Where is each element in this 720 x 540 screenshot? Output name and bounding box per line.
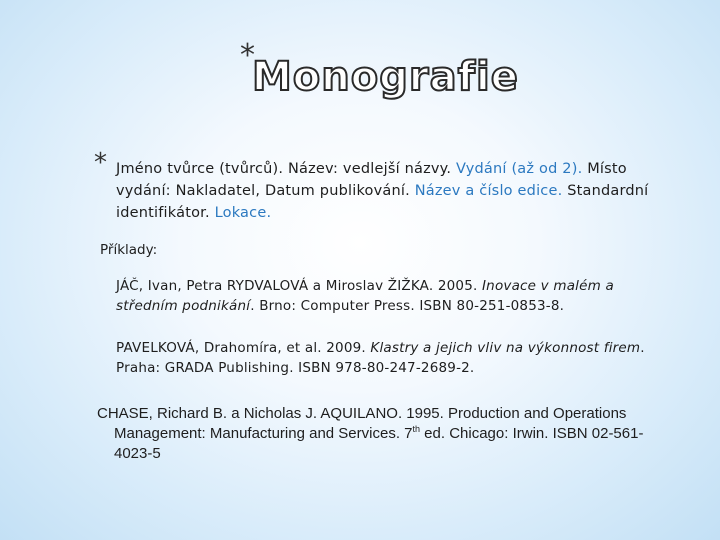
pattern-series: Název a číslo edice. bbox=[414, 183, 563, 199]
pattern-text-3: Standardní identifikátor. bbox=[116, 183, 649, 221]
reference-publication: ed. Chicago: Irwin. ISBN 02-561-4023-5 bbox=[114, 425, 644, 462]
pattern-edition: Vydání (až od 2). bbox=[456, 161, 583, 177]
reference-item bbox=[97, 404, 654, 464]
reference-superscript: th bbox=[412, 424, 421, 434]
reference-title: Inovace v malém a středním podnikání bbox=[116, 278, 614, 314]
examples-label: Příklady: bbox=[100, 242, 158, 258]
reference-text: CHASE, Richard B. a Nicholas J. AQUILANO. 1995. Production and Operations Management: Manufacturing and Services. 7 bbox=[97, 405, 627, 442]
reference-publication: . Praha: GRADA Publishing. ISBN 978-80-247-2689-2. bbox=[116, 340, 645, 376]
pattern-text-2: Místo vydání: Nakladatel, Datum publikování. bbox=[116, 161, 627, 199]
pattern-bullet: * bbox=[94, 148, 108, 178]
reference-item bbox=[116, 338, 656, 378]
reference-title: Klastry a jejich vliv na výkonnost firem bbox=[370, 340, 641, 356]
citation-pattern bbox=[94, 148, 676, 224]
title-bullet: * bbox=[240, 38, 255, 73]
pattern-text-1: Jméno tvůrce (tvůrců). Název: vedlejší názvy. bbox=[116, 161, 457, 177]
reference-publication: . Brno: Computer Press. ISBN 80-251-0853-8. bbox=[250, 298, 565, 314]
reference-authors: PAVELKOVÁ, Drahomíra, et al. 2009. bbox=[116, 340, 371, 356]
slide-title: Monografie bbox=[252, 54, 519, 100]
reference-item bbox=[116, 276, 656, 316]
pattern-location: Lokace. bbox=[214, 205, 272, 221]
reference-authors: JÁČ, Ivan, Petra RYDVALOVÁ a Miroslav ŽIŽKA. 2005. bbox=[116, 278, 482, 294]
